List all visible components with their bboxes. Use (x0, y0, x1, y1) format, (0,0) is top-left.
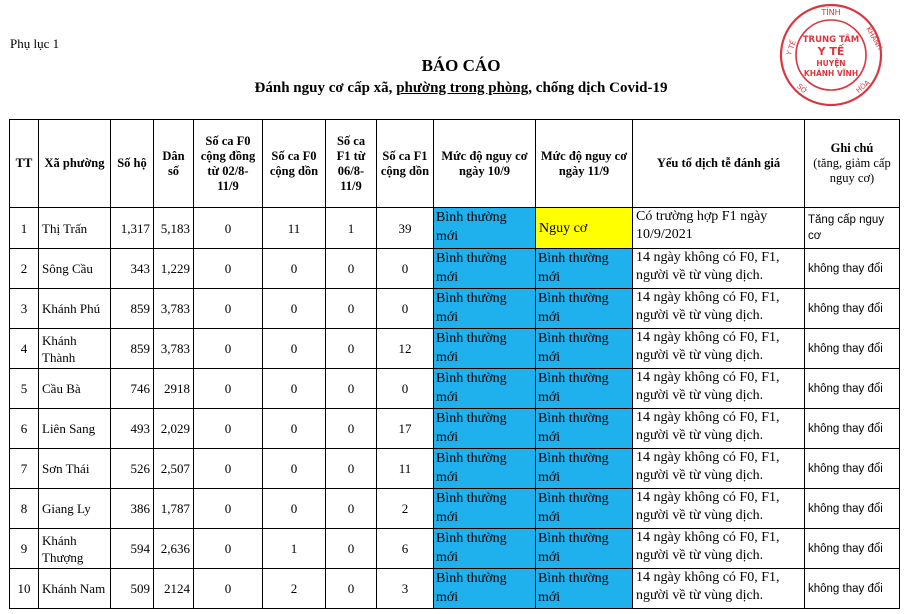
col-header-notes (805, 120, 900, 208)
cell-f0-cumulative: 11 (263, 208, 326, 249)
cell-tt: 3 (10, 289, 39, 329)
report-title: BÁO CÁO (421, 56, 501, 75)
stamp-ring-bottom-right: HÒA (854, 78, 872, 95)
stamp-ring-left: Y TẾ (784, 39, 798, 57)
cell-risk-11-9: Bình thường mới (536, 569, 633, 609)
cell-households: 859 (111, 329, 154, 369)
cell-risk-11-9: Bình thường mới (536, 449, 633, 489)
cell-tt: 8 (10, 489, 39, 529)
cell-risk-11-9: Bình thường mới (536, 369, 633, 409)
cell-risk-10-9: Bình thường mới (434, 369, 536, 409)
cell-ward: Sơn Thái (39, 449, 111, 489)
cell-f0-cumulative: 0 (263, 289, 326, 329)
cell-tt: 1 (10, 208, 39, 249)
cell-notes: không thay đổi (805, 289, 900, 329)
cell-risk-10-9: Bình thường mới (434, 409, 536, 449)
subtitle-part-underlined: phường trong phòng, (396, 80, 533, 96)
cell-f0-cumulative: 0 (263, 409, 326, 449)
cell-f1-range: 0 (326, 569, 377, 609)
cell-f0-community: 0 (194, 449, 263, 489)
cell-ward: Khánh Thượng (39, 529, 111, 569)
cell-households: 526 (111, 449, 154, 489)
cell-ward: Khánh Nam (39, 569, 111, 609)
cell-households: 1,317 (111, 208, 154, 249)
cell-notes: không thay đổi (805, 409, 900, 449)
cell-factors: 14 ngày không có F0, F1, người về từ vùng dịch. (633, 569, 805, 609)
stamp-ring-top: TỈNH (821, 8, 841, 17)
col-header-f1-range: Số ca F1 từ 06/8-11/9 (326, 120, 377, 208)
cell-f0-community: 0 (194, 369, 263, 409)
cell-risk-11-9: Nguy cơ (536, 208, 633, 249)
cell-ward: Liên Sang (39, 409, 111, 449)
cell-f1-cumulative: 12 (377, 329, 434, 369)
cell-risk-10-9: Bình thường mới (434, 208, 536, 249)
stamp-ring-bottom-left: SỞ (795, 82, 809, 96)
cell-households: 746 (111, 369, 154, 409)
cell-risk-11-9: Bình thường mới (536, 289, 633, 329)
cell-f0-cumulative: 0 (263, 369, 326, 409)
subtitle-part-2: chống dịch Covid-19 (532, 80, 668, 96)
cell-tt: 5 (10, 369, 39, 409)
cell-f0-community: 0 (194, 409, 263, 449)
cell-risk-11-9: Bình thường mới (536, 489, 633, 529)
table-row (10, 409, 900, 449)
cell-tt: 6 (10, 409, 39, 449)
stamp-ring-right: KHÁNH (864, 25, 884, 52)
cell-f1-range: 0 (326, 329, 377, 369)
appendix-label: Phụ lục 1 (10, 36, 60, 51)
cell-f1-cumulative: 39 (377, 208, 434, 249)
cell-f1-range: 0 (326, 249, 377, 289)
cell-ward: Sông Cầu (39, 249, 111, 289)
cell-f1-cumulative: 3 (377, 569, 434, 609)
cell-notes: Tăng cấp nguy cơ (805, 208, 900, 249)
cell-factors: 14 ngày không có F0, F1, người về từ vùng dịch. (633, 489, 805, 529)
cell-population: 1,787 (154, 489, 194, 529)
cell-risk-10-9: Bình thường mới (434, 529, 536, 569)
cell-tt: 10 (10, 569, 39, 609)
cell-ward: Giang Ly (39, 489, 111, 529)
cell-population: 2,636 (154, 529, 194, 569)
cell-f0-cumulative: 0 (263, 329, 326, 369)
cell-risk-10-9: Bình thường mới (434, 449, 536, 489)
cell-f1-range: 0 (326, 369, 377, 409)
cell-notes: không thay đổi (805, 569, 900, 609)
cell-risk-10-9: Bình thường mới (434, 289, 536, 329)
cell-households: 343 (111, 249, 154, 289)
col-header-f1-cumulative: Số ca F1 cộng dồn (377, 120, 434, 208)
cell-ward: Khánh Phú (39, 289, 111, 329)
cell-f0-community: 0 (194, 249, 263, 289)
cell-f0-community: 0 (194, 289, 263, 329)
table-row (10, 289, 900, 329)
table-row (10, 329, 900, 369)
cell-f1-range: 0 (326, 409, 377, 449)
stamp-line-1: TRUNG TÂM (802, 35, 860, 45)
cell-f1-range: 0 (326, 489, 377, 529)
cell-households: 386 (111, 489, 154, 529)
risk-assessment-table (9, 119, 900, 609)
cell-tt: 7 (10, 449, 39, 489)
col-header-risk-11-9: Mức độ nguy cơ ngày 11/9 (536, 120, 633, 208)
cell-f1-range: 0 (326, 529, 377, 569)
cell-population: 1,229 (154, 249, 194, 289)
cell-f1-cumulative: 6 (377, 529, 434, 569)
cell-f1-range: 0 (326, 289, 377, 329)
table-row (10, 489, 900, 529)
table-row (10, 529, 900, 569)
cell-factors: 14 ngày không có F0, F1, người về từ vùng dịch. (633, 289, 805, 329)
cell-population: 2124 (154, 569, 194, 609)
cell-ward: Khánh Thành (39, 329, 111, 369)
col-header-notes-sub: (tăng, giảm cấp nguy cơ) (813, 156, 891, 185)
cell-notes: không thay đổi (805, 249, 900, 289)
cell-tt: 4 (10, 329, 39, 369)
cell-households: 859 (111, 289, 154, 329)
cell-f0-cumulative: 0 (263, 449, 326, 489)
col-header-ward: Xã phường (39, 120, 111, 208)
cell-households: 493 (111, 409, 154, 449)
cell-factors: 14 ngày không có F0, F1, người về từ vùng dịch. (633, 369, 805, 409)
cell-factors: 14 ngày không có F0, F1, người về từ vùng dịch. (633, 409, 805, 449)
cell-factors: Có trường hợp F1 ngày 10/9/2021 (633, 208, 805, 249)
col-header-f0-cumulative: Số ca F0 cộng dồn (263, 120, 326, 208)
cell-notes: không thay đổi (805, 449, 900, 489)
cell-population: 5,183 (154, 208, 194, 249)
cell-notes: không thay đổi (805, 369, 900, 409)
cell-f0-cumulative: 0 (263, 489, 326, 529)
cell-f1-cumulative: 2 (377, 489, 434, 529)
col-header-risk-10-9: Mức độ nguy cơ ngày 10/9 (434, 120, 536, 208)
cell-risk-10-9: Bình thường mới (434, 249, 536, 289)
cell-risk-11-9: Bình thường mới (536, 249, 633, 289)
col-header-population: Dân số (154, 120, 194, 208)
cell-f1-cumulative: 0 (377, 289, 434, 329)
cell-population: 2,507 (154, 449, 194, 489)
table-row (10, 569, 900, 609)
cell-f0-cumulative: 0 (263, 249, 326, 289)
subtitle-part-1: Đánh nguy cơ cấp xã, (254, 80, 397, 96)
cell-population: 2,029 (154, 409, 194, 449)
cell-f1-cumulative: 17 (377, 409, 434, 449)
cell-f1-range: 1 (326, 208, 377, 249)
cell-f0-cumulative: 1 (263, 529, 326, 569)
table-row (10, 208, 900, 249)
cell-risk-10-9: Bình thường mới (434, 489, 536, 529)
cell-risk-10-9: Bình thường mới (434, 569, 536, 609)
cell-f0-community: 0 (194, 529, 263, 569)
cell-f0-community: 0 (194, 208, 263, 249)
stamp-line-4: KHÁNH VĨNH (803, 69, 859, 78)
cell-tt: 9 (10, 529, 39, 569)
cell-population: 3,783 (154, 329, 194, 369)
table-row (10, 369, 900, 409)
col-header-factors: Yếu tố dịch tễ đánh giá (633, 120, 805, 208)
cell-households: 509 (111, 569, 154, 609)
cell-f0-community: 0 (194, 489, 263, 529)
cell-risk-11-9: Bình thường mới (536, 529, 633, 569)
stamp-line-3: HUYỆN (816, 59, 846, 68)
col-header-notes-title: Ghi chú (830, 141, 874, 155)
cell-ward: Cầu Bà (39, 369, 111, 409)
cell-risk-10-9: Bình thường mới (434, 329, 536, 369)
cell-risk-11-9: Bình thường mới (536, 329, 633, 369)
cell-risk-11-9: Bình thường mới (536, 409, 633, 449)
cell-factors: 14 ngày không có F0, F1, người về từ vùng dịch. (633, 529, 805, 569)
table-header-row (10, 120, 900, 208)
cell-f0-community: 0 (194, 569, 263, 609)
cell-population: 3,783 (154, 289, 194, 329)
cell-tt: 2 (10, 249, 39, 289)
cell-f1-range: 0 (326, 449, 377, 489)
cell-households: 594 (111, 529, 154, 569)
cell-f1-cumulative: 0 (377, 369, 434, 409)
cell-f1-cumulative: 11 (377, 449, 434, 489)
cell-factors: 14 ngày không có F0, F1, người về từ vùng dịch. (633, 249, 805, 289)
cell-notes: không thay đổi (805, 329, 900, 369)
col-header-households: Số hộ (111, 120, 154, 208)
cell-ward: Thị Trấn (39, 208, 111, 249)
table-row (10, 449, 900, 489)
cell-notes: không thay đổi (805, 489, 900, 529)
cell-f0-cumulative: 2 (263, 569, 326, 609)
cell-f1-cumulative: 0 (377, 249, 434, 289)
cell-factors: 14 ngày không có F0, F1, người về từ vùng dịch. (633, 449, 805, 489)
table-row (10, 249, 900, 289)
col-header-tt: TT (10, 120, 39, 208)
col-header-f0-community: Số ca F0 cộng đồng từ 02/8-11/9 (194, 120, 263, 208)
cell-notes: không thay đổi (805, 529, 900, 569)
stamp-line-2: Y TẾ (817, 45, 845, 58)
cell-f0-community: 0 (194, 329, 263, 369)
cell-factors: 14 ngày không có F0, F1, người về từ vùng dịch. (633, 329, 805, 369)
official-seal-stamp (778, 2, 884, 108)
cell-population: 2918 (154, 369, 194, 409)
